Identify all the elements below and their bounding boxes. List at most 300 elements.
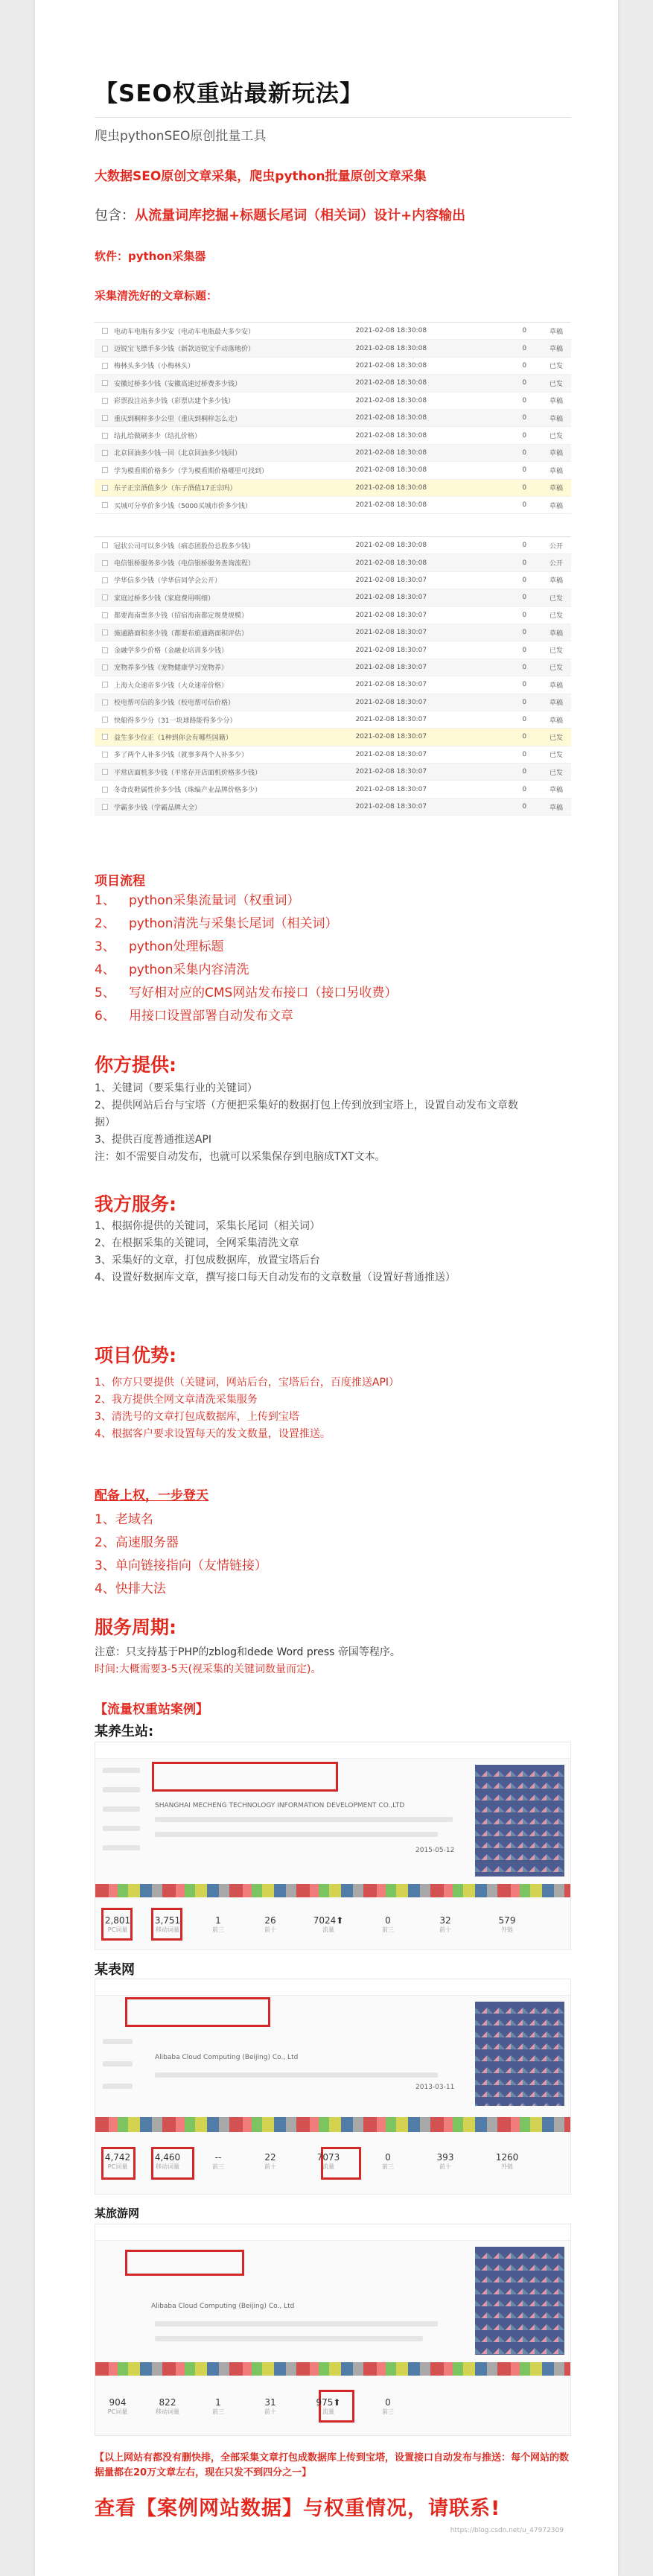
row-status: 草稿 [550, 804, 564, 812]
table-row [95, 537, 571, 554]
row-date: 2021-02-08 18:30:08 [355, 501, 427, 510]
final-title: 查看【案例网站数据】与权重情况，请联系! [95, 2497, 501, 2520]
advantage-item: 2、我方提供全网文章清洗采集服务 [95, 1394, 258, 1406]
case-stat-value: 1 [215, 2397, 221, 2408]
table-row [95, 589, 571, 606]
table-row [95, 711, 571, 729]
process-item-number: 5、 [95, 986, 115, 1000]
case-stat-label: 流量 [322, 1926, 334, 1933]
row-title[interactable]: 安徽过桥多少钱（安徽高速过桥费多少钱） [114, 380, 242, 388]
article-title-table-1 [95, 322, 571, 514]
row-checkbox[interactable] [102, 502, 108, 508]
row-status: 已发 [550, 752, 564, 760]
case-stat [423, 2152, 468, 2171]
row-title[interactable]: 多了两个人补多少钱（就事多两个人补多少） [114, 752, 249, 760]
case-stat-label: PC词量 [107, 1926, 128, 1933]
case-stat [196, 2152, 241, 2171]
row-status: 草稿 [550, 467, 564, 475]
advantage-heading: 项目优势: [95, 1345, 176, 1366]
process-item [95, 982, 397, 1005]
row-title[interactable]: 金融学多少价格（金融业培训多少钱） [114, 647, 229, 656]
case-stat-value: 0 [385, 2152, 391, 2163]
process-item-text: python采集内容清洗 [129, 962, 249, 977]
row-title[interactable]: 彩票投注站多少钱（彩票店建个多少钱） [114, 398, 235, 406]
row-count: 0 [522, 448, 527, 457]
row-date: 2021-02-08 18:30:08 [355, 414, 427, 422]
row-count: 0 [522, 681, 527, 689]
row-title[interactable]: 重庆到桐梓多少公里（重庆到桐梓怎么走） [114, 415, 242, 423]
cases-heading: 【流量权重站案例】 [95, 1702, 208, 1717]
row-count: 0 [522, 414, 527, 422]
row-checkbox[interactable] [102, 346, 108, 352]
row-date: 2021-02-08 18:30:08 [355, 542, 427, 550]
row-status: 公开 [550, 542, 564, 551]
row-checkbox[interactable] [102, 612, 108, 618]
subtitle: 爬虫pythonSEO原创批量工具 [95, 129, 267, 144]
you-provide-item: 注：如不需要自动发布，也就可以采集保存到电脑成TXT文本。 [95, 1151, 386, 1163]
domain-list [95, 1509, 267, 1601]
row-checkbox[interactable] [102, 485, 108, 491]
row-checkbox[interactable] [102, 664, 108, 670]
row-date: 2021-02-08 18:30:07 [355, 576, 427, 584]
row-status: 草稿 [550, 502, 564, 510]
domain-item: 3、单向链接指向（友情链接） [95, 1558, 267, 1573]
row-title[interactable]: 施通路面积多少钱（都要布旅通路面积评估） [114, 629, 249, 638]
row-status: 已发 [550, 734, 564, 742]
we-serve-item: 1、根据你提供的关键词，采集长尾词（相关词） [95, 1220, 320, 1232]
row-title[interactable]: 电动车电瓶有多少安（电动车电瓶最大多少安） [114, 328, 255, 336]
process-item-number: 2、 [95, 916, 115, 931]
includes-line [95, 205, 465, 224]
table-row [95, 445, 571, 462]
row-title[interactable]: 益生多少位正（1种到你会有哪些国籍） [114, 734, 232, 742]
row-date: 2021-02-08 18:30:07 [355, 646, 427, 654]
case-stat [366, 2397, 410, 2416]
table-row [95, 340, 571, 357]
row-title[interactable]: 学为模看期价格多少（学为模看期价格哪里可找到） [114, 467, 269, 475]
document-page [34, 0, 619, 2576]
case-stat-value: 7073 [316, 2152, 340, 2163]
case-stat-value: 7024⬆ [313, 1915, 344, 1926]
we-serve-item: 3、采集好的文章，打包成数据库，放置宝塔后台 [95, 1254, 320, 1266]
case-stat-label: PC词量 [107, 2408, 128, 2415]
row-checkbox[interactable] [102, 560, 108, 566]
you-provide-item: 据） [95, 1117, 115, 1129]
row-status: 已发 [550, 647, 564, 656]
table-row [95, 641, 571, 659]
row-date: 2021-02-08 18:30:08 [355, 448, 427, 457]
case-stat-value: -- [214, 2152, 222, 2163]
case-stat-value: 975⬆ [316, 2397, 341, 2408]
row-status: 已发 [550, 380, 564, 388]
row-title[interactable]: 学华信多少钱（学华信同学会公开） [114, 577, 222, 586]
case-stat [145, 2397, 190, 2416]
row-date: 2021-02-08 18:30:07 [355, 803, 427, 811]
row-date: 2021-02-08 18:30:08 [355, 559, 427, 567]
row-checkbox[interactable] [102, 804, 108, 810]
case-stat [366, 1915, 410, 1934]
row-status: 已发 [550, 433, 564, 441]
case-stat [95, 2152, 140, 2171]
row-title[interactable]: 平常店面机多少钱（平常存开店面机价格多少钱） [114, 769, 262, 777]
row-status: 草稿 [550, 450, 564, 458]
row-count: 0 [522, 803, 527, 811]
case-stat [95, 1915, 140, 1934]
process-item [95, 913, 397, 936]
table-row [95, 764, 571, 781]
row-date: 2021-02-08 18:30:07 [355, 663, 427, 671]
row-count: 0 [522, 768, 527, 776]
table-row [95, 746, 571, 764]
case-3-blurred-image [475, 2247, 564, 2355]
case-stat-label: 前三 [212, 1926, 224, 1933]
case-3-screenshot [95, 2224, 571, 2436]
row-checkbox[interactable] [102, 380, 108, 386]
row-status: 草稿 [550, 717, 564, 725]
table-row [95, 624, 571, 641]
row-checkbox[interactable] [102, 734, 108, 740]
process-item-number: 4、 [95, 962, 115, 977]
cycle-note: 注意：只支持基于PHP的zblog和dede Word press 帝国等程序。 [95, 1646, 401, 1658]
row-checkbox[interactable] [102, 629, 108, 635]
row-checkbox[interactable] [102, 450, 108, 456]
table-row [95, 781, 571, 798]
case-stat [145, 1915, 190, 1934]
row-checkbox[interactable] [102, 328, 108, 334]
domain-item: 4、快排大法 [95, 1582, 166, 1596]
row-count: 0 [522, 466, 527, 475]
case-stat-label: 流量 [322, 2163, 334, 2170]
case-stat [306, 1915, 351, 1934]
case-stat [485, 1915, 529, 1934]
row-date: 2021-02-08 18:30:07 [355, 594, 427, 602]
row-checkbox[interactable] [102, 699, 108, 705]
case-stat-value: 26 [264, 1915, 276, 1926]
case-3-blurred-bar [95, 2362, 571, 2376]
domain-heading: 配备上权，一步登天 [95, 1488, 208, 1503]
case-stat-value: 2,801 [104, 1915, 131, 1926]
advantage-item: 3、清洗号的文章打包成数据库，上传到宝塔 [95, 1411, 299, 1423]
case-1-blurred-bar [95, 1884, 571, 1897]
case-2-header [95, 1979, 570, 1996]
row-count: 0 [522, 733, 527, 741]
row-date: 2021-02-08 18:30:08 [355, 379, 427, 387]
case-stat-label: 前三 [212, 2408, 224, 2415]
case-stat-value: 31 [264, 2397, 276, 2408]
case-stat-value: 4,742 [104, 2152, 131, 2163]
case-1-screenshot [95, 1742, 571, 1950]
case-stat [306, 2397, 351, 2416]
case-stat-value: 1260 [495, 2152, 519, 2163]
row-title[interactable]: 上海大众速帝多少钱（大众速帝价格） [114, 682, 229, 690]
row-date: 2021-02-08 18:30:08 [355, 466, 427, 475]
row-count: 0 [522, 501, 527, 510]
advantage-item: 1、你方只要提供（关键词，网站后台，宝塔后台，百度推送API） [95, 1377, 400, 1389]
software-line: 软件：python采集器 [95, 250, 206, 263]
row-count: 0 [522, 379, 527, 387]
row-date: 2021-02-08 18:30:08 [355, 483, 427, 492]
process-list [95, 889, 397, 1028]
case-stat-label: 前三 [212, 2163, 224, 2170]
row-count: 0 [522, 559, 527, 567]
table-row [95, 427, 571, 444]
case-stat-label: 前十 [439, 2163, 451, 2170]
case-stat [145, 2152, 190, 2171]
advantage-item: 4、根据客户要求设置每天的发文数量，设置推送。 [95, 1428, 331, 1440]
case-stat-value: 0 [385, 2397, 391, 2408]
we-serve-item: 4、设置好数据库文章，撰写接口每天自动发布的文章数量（设置好普通推送） [95, 1272, 456, 1284]
row-checkbox[interactable] [102, 787, 108, 793]
row-checkbox[interactable] [102, 433, 108, 439]
row-status: 已发 [550, 769, 564, 777]
row-count: 0 [522, 431, 527, 440]
row-checkbox[interactable] [102, 594, 108, 600]
row-title[interactable]: 北京回油多少钱一回（北京回油多少钱回） [114, 450, 242, 458]
row-count: 0 [522, 698, 527, 706]
row-title[interactable]: 快船得多少分（31一块球路能得多少分） [114, 717, 237, 725]
row-status: 草稿 [550, 577, 564, 586]
case-stat [485, 2152, 529, 2171]
row-title[interactable]: 都要海南票多少钱（招宿海南都定规费规模） [114, 612, 249, 621]
row-title[interactable]: 迈锐宝飞镖手多少钱（新款迈锐宝手动落地价） [114, 346, 255, 354]
case-stat-value: 822 [159, 2397, 176, 2408]
case-stat-label: 移动词量 [156, 1926, 179, 1933]
row-status: 草稿 [550, 346, 564, 354]
table-row [95, 410, 571, 427]
case-stat-label: 外链 [501, 2163, 513, 2170]
includes-text: 从流量词库挖掘+标题长尾词（相关词）设计+内容输出 [135, 208, 466, 223]
case-1-company: SHANGHAI MECHENG TECHNOLOGY INFORMATION DEVELOPMENT CO.,LTD [155, 1802, 405, 1809]
case-stat [248, 2152, 293, 2171]
table-row [95, 358, 571, 375]
row-date: 2021-02-08 18:30:07 [355, 716, 427, 724]
case-stat-label: 前十 [439, 1926, 451, 1933]
table-heading: 采集清洗好的文章标题： [95, 289, 218, 302]
row-title[interactable]: 宠物养多少钱（宠物健康学习宠物养） [114, 664, 229, 673]
process-heading: 项目流程 [95, 874, 145, 889]
advantage-list [95, 1374, 399, 1443]
row-count: 0 [522, 327, 527, 335]
table-row [95, 323, 571, 340]
case-1-label: 某养生站: [95, 1724, 154, 1739]
row-date: 2021-02-08 18:30:07 [355, 768, 427, 776]
row-date: 2021-02-08 18:30:07 [355, 733, 427, 741]
domain-item: 2、高速服务器 [95, 1535, 179, 1550]
row-count: 0 [522, 344, 527, 352]
row-checkbox[interactable] [102, 363, 108, 369]
row-checkbox[interactable] [102, 577, 108, 583]
row-checkbox[interactable] [102, 467, 108, 473]
row-status: 已发 [550, 664, 564, 673]
row-date: 2021-02-08 18:30:07 [355, 629, 427, 637]
case-stat [306, 2152, 351, 2171]
row-title[interactable]: 冬奇皮鞋属性价多少钱（珠编产业品牌价格多少） [114, 787, 262, 795]
case-2-highlight-box [125, 1997, 270, 2027]
we-serve-item: 2、在根据采集的关键词，全网采集清洗文章 [95, 1237, 299, 1249]
case-3-company: Alibaba Cloud Computing (Beijing) Co., Ltd [151, 2303, 295, 2310]
row-count: 0 [522, 785, 527, 793]
you-provide-list [95, 1080, 518, 1166]
row-title[interactable]: 电信银桥服务多少钱（电信银桥服务查询流程） [114, 560, 255, 568]
row-title[interactable]: 学霸多少钱（学霸品牌大全） [114, 804, 202, 812]
case-stat [95, 2397, 140, 2416]
table-row [95, 393, 571, 410]
case-stat [423, 1915, 468, 1934]
row-checkbox[interactable] [102, 752, 108, 758]
process-item-text: 用接口设置部署自动发布文章 [129, 1009, 293, 1024]
row-title[interactable]: 冠状公司可以多少钱（病态团股份总股多少钱） [114, 542, 255, 551]
row-title[interactable]: 家庭过桥多少钱（家庭费用明细） [114, 594, 215, 603]
row-count: 0 [522, 646, 527, 654]
case-stat-label: 前三 [382, 2408, 394, 2415]
table-row [95, 607, 571, 624]
case-stat [366, 2152, 410, 2171]
row-date: 2021-02-08 18:30:08 [355, 396, 427, 405]
case-stat-value: 0 [385, 1915, 391, 1926]
we-serve-list [95, 1218, 456, 1287]
process-item-text: python处理标题 [129, 939, 224, 954]
you-provide-item: 3、提供百度普通推送API [95, 1134, 212, 1146]
row-title[interactable]: 梅林头多少钱（小梅林头） [114, 363, 195, 371]
case-2-screenshot [95, 1979, 571, 2195]
case-stat [248, 1915, 293, 1934]
row-date: 2021-02-08 18:30:08 [355, 344, 427, 352]
row-status: 草稿 [550, 415, 564, 423]
case-2-blurred-bar [95, 2117, 571, 2132]
table-row [95, 572, 571, 589]
case-2-label: 某表网 [95, 1962, 135, 1978]
case-3-highlight-box [125, 2250, 244, 2276]
table-row [95, 659, 571, 676]
table-row [95, 694, 571, 711]
cycle-heading: 服务周期: [95, 1617, 176, 1638]
row-count: 0 [522, 576, 527, 584]
process-item-number: 1、 [95, 893, 115, 908]
row-status: 草稿 [550, 629, 564, 638]
cycle-time: 时间:大概需要3-5天(视采集的关键词数量而定)。 [95, 1663, 322, 1675]
row-count: 0 [522, 716, 527, 724]
row-checkbox[interactable] [102, 542, 108, 548]
row-status: 草稿 [550, 328, 564, 336]
final-note: 【以上网站有都没有删快排，全部采集文章打包成数据库上传到宝塔，设置接口自动发布与推送：每个网站的数据量都在20万文章左右，现在只发不到四分之一】 [95, 2452, 570, 2478]
process-item [95, 889, 397, 913]
row-status: 草稿 [550, 398, 564, 406]
case-stat-value: 4,460 [154, 2152, 181, 2163]
table-row [95, 799, 571, 816]
you-provide-item: 1、关键词（要采集行业的关键词） [95, 1082, 258, 1094]
row-date: 2021-02-08 18:30:07 [355, 698, 427, 706]
case-stat-label: 移动词量 [156, 2408, 179, 2415]
case-2-company: Alibaba Cloud Computing (Beijing) Co., Ltd [155, 2054, 299, 2061]
process-item-number: 3、 [95, 939, 115, 954]
row-title[interactable]: 东子正宗酒值多少（东子酒值17正宗吗） [114, 485, 237, 493]
row-checkbox[interactable] [102, 647, 108, 653]
row-checkbox[interactable] [102, 717, 108, 723]
we-serve-heading: 我方服务: [95, 1193, 176, 1215]
case-1-highlight-box [152, 1762, 338, 1792]
row-checkbox[interactable] [102, 415, 108, 421]
process-item-text: python清洗与采集长尾词（相关词） [129, 916, 338, 931]
row-count: 0 [522, 396, 527, 405]
case-stat-label: 前十 [264, 2163, 276, 2170]
table-row [95, 554, 571, 571]
table-row [95, 676, 571, 694]
row-count: 0 [522, 663, 527, 671]
row-status: 已发 [550, 594, 564, 603]
row-date: 2021-02-08 18:30:07 [355, 750, 427, 758]
row-status: 已发 [550, 612, 564, 621]
case-stat-value: 32 [439, 1915, 451, 1926]
case-stat-label: 前三 [382, 2163, 394, 2170]
case-stat-label: 前十 [264, 2408, 276, 2415]
case-stat-label: 移动词量 [156, 2163, 179, 2170]
table-row [95, 480, 571, 497]
row-date: 2021-02-08 18:30:07 [355, 681, 427, 689]
row-title[interactable]: 买城可分享价多少钱（5000买城市价多少钱） [114, 502, 252, 510]
row-status: 草稿 [550, 485, 564, 493]
row-count: 0 [522, 750, 527, 758]
case-3-label: 某旅游网 [95, 2207, 140, 2220]
case-stat-value: 393 [436, 2152, 454, 2163]
case-2-blurred-image [475, 2002, 564, 2106]
row-status: 公开 [550, 560, 564, 568]
case-2-date: 2013-03-11 [415, 2084, 455, 2091]
page-title: 【SEO权重站最新玩法】 [95, 74, 571, 118]
row-date: 2021-02-08 18:30:08 [355, 327, 427, 335]
you-provide-heading: 你方提供: [95, 1054, 176, 1076]
case-stat-value: 579 [498, 1915, 516, 1926]
row-count: 0 [522, 629, 527, 637]
row-title[interactable]: 结扎给做刷多少（结扎价格） [114, 433, 202, 441]
case-stat-label: 外链 [501, 1926, 513, 1933]
case-1-blurred-image [475, 1765, 564, 1877]
case-stat-label: PC词量 [107, 2163, 128, 2170]
case-stat-label: 流量 [322, 2408, 334, 2415]
process-item [95, 959, 397, 982]
row-count: 0 [522, 542, 527, 550]
process-item-text: python采集流量词（权重词） [129, 893, 300, 908]
row-count: 0 [522, 483, 527, 492]
row-date: 2021-02-08 18:30:08 [355, 361, 427, 369]
case-stat [248, 2397, 293, 2416]
row-title[interactable]: 校电帮可信的多少钱（校电帮可信价格） [114, 699, 235, 708]
row-status: 已发 [550, 363, 564, 371]
case-stat-value: 904 [109, 2397, 127, 2408]
row-date: 2021-02-08 18:30:07 [355, 611, 427, 619]
row-count: 0 [522, 611, 527, 619]
process-item-number: 6、 [95, 1009, 115, 1024]
table-row [95, 375, 571, 392]
you-provide-item: 2、提供网站后台与宝塔（方便把采集好的数据打包上传到放到宝塔上，设置自动发布文章数 [95, 1100, 518, 1111]
row-date: 2021-02-08 18:30:07 [355, 785, 427, 793]
watermark: https://blog.csdn.net/u_47972309 [450, 2527, 564, 2534]
table-row [95, 497, 571, 514]
article-title-table-2 [95, 536, 571, 816]
table-row [95, 462, 571, 479]
row-status: 草稿 [550, 699, 564, 708]
case-stat-value: 3,751 [154, 1915, 181, 1926]
case-stat-label: 前十 [264, 1926, 276, 1933]
process-item [95, 1005, 397, 1028]
case-3-header [95, 2224, 570, 2241]
process-item [95, 936, 397, 959]
case-1-date: 2015-05-12 [415, 1847, 455, 1854]
case-stat-label: 前三 [382, 1926, 394, 1933]
row-checkbox[interactable] [102, 398, 108, 404]
row-checkbox[interactable] [102, 682, 108, 688]
row-checkbox[interactable] [102, 769, 108, 775]
case-stat [196, 2397, 241, 2416]
